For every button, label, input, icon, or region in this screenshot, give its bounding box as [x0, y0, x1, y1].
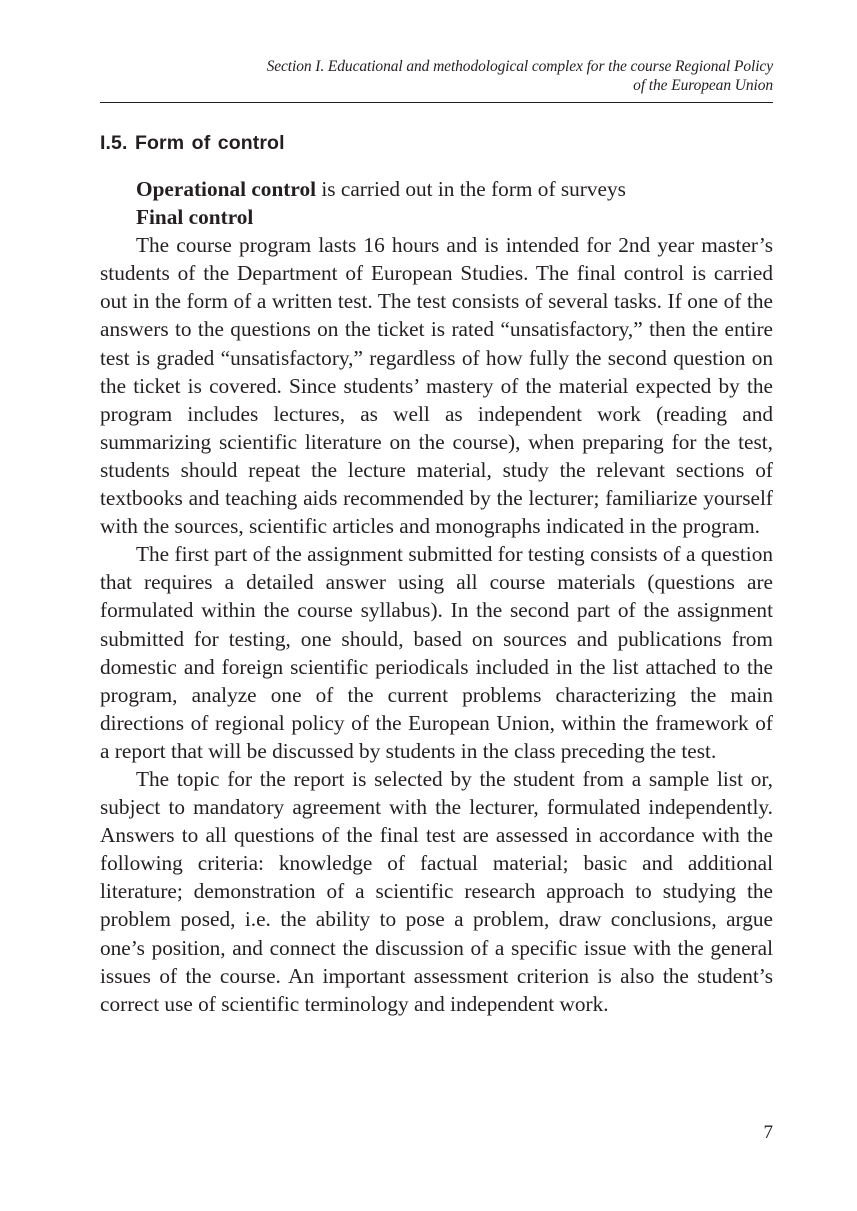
final-control-line	[100, 203, 773, 231]
header-divider	[100, 102, 773, 103]
operational-control-label: Operational control	[136, 177, 317, 201]
running-header	[100, 57, 773, 95]
section-heading: I.5. Form of control	[100, 132, 285, 154]
operational-control-text: is carried out in the form of surveys	[316, 177, 626, 201]
final-control-label: Final control	[136, 205, 254, 230]
running-header-line-2: of the European Union	[633, 77, 773, 94]
paragraph-course-program: The course program lasts 16 hours and is intended for 2nd year master’s students of the Department of European Studies. The final control is carried out in the form of a written test. The test consists of several tasks. If one of the answers to the questions on the ticket is rated “unsatisfactory,” then the entire test is graded “unsatisfactory,” regardless of how fully the second question on the ticket is covered. Since students’ mastery of the material expected by the program includes lectures, as well as independent work (reading and summarizing scientific literature on the course), when preparing for the test, students should repeat the lecture material, study the relevant sections of textbooks and teaching aids recommended by the lecturer; familiarize yourself with the sources, scientific articles and monographs indicated in the program.	[100, 233, 773, 539]
body-text	[100, 175, 773, 1018]
running-header-line-1: Section I. Educational and methodological complex for the course Regional Policy	[266, 58, 773, 75]
paragraph-assignment-parts: The first part of the assignment submitted for testing consists of a question that requires a detailed answer using all course materials (questions are formulated within the course syllabus). In the second part of the assignment submitted for testing, one should, based on sources and publications from domestic and foreign scientific periodicals included in the list attached to the program, analyze one of the current problems characterizing the main directions of regional policy of the European Union, within the framework of a report that will be discussed by students in the class preceding the test.	[100, 542, 773, 763]
page-number: 7	[763, 1122, 773, 1143]
operational-control-line	[100, 175, 773, 203]
paragraph-report-topic: The topic for the report is selected by the student from a sample list or, subject to mandatory agreement with the lecturer, formulated independently. Answers to all questions of the final test are assessed in accordance with the following criteria: knowledge of factual material; basic and additional literature; demonstration of a scientific research approach to studying the problem posed, i.e. the ability to pose a problem, draw conclusions, argue one’s position, and connect the discussion of a specific issue with the general issues of the course. An important assessment criterion is also the student’s correct use of scientific terminology and independent work.	[100, 766, 773, 1016]
